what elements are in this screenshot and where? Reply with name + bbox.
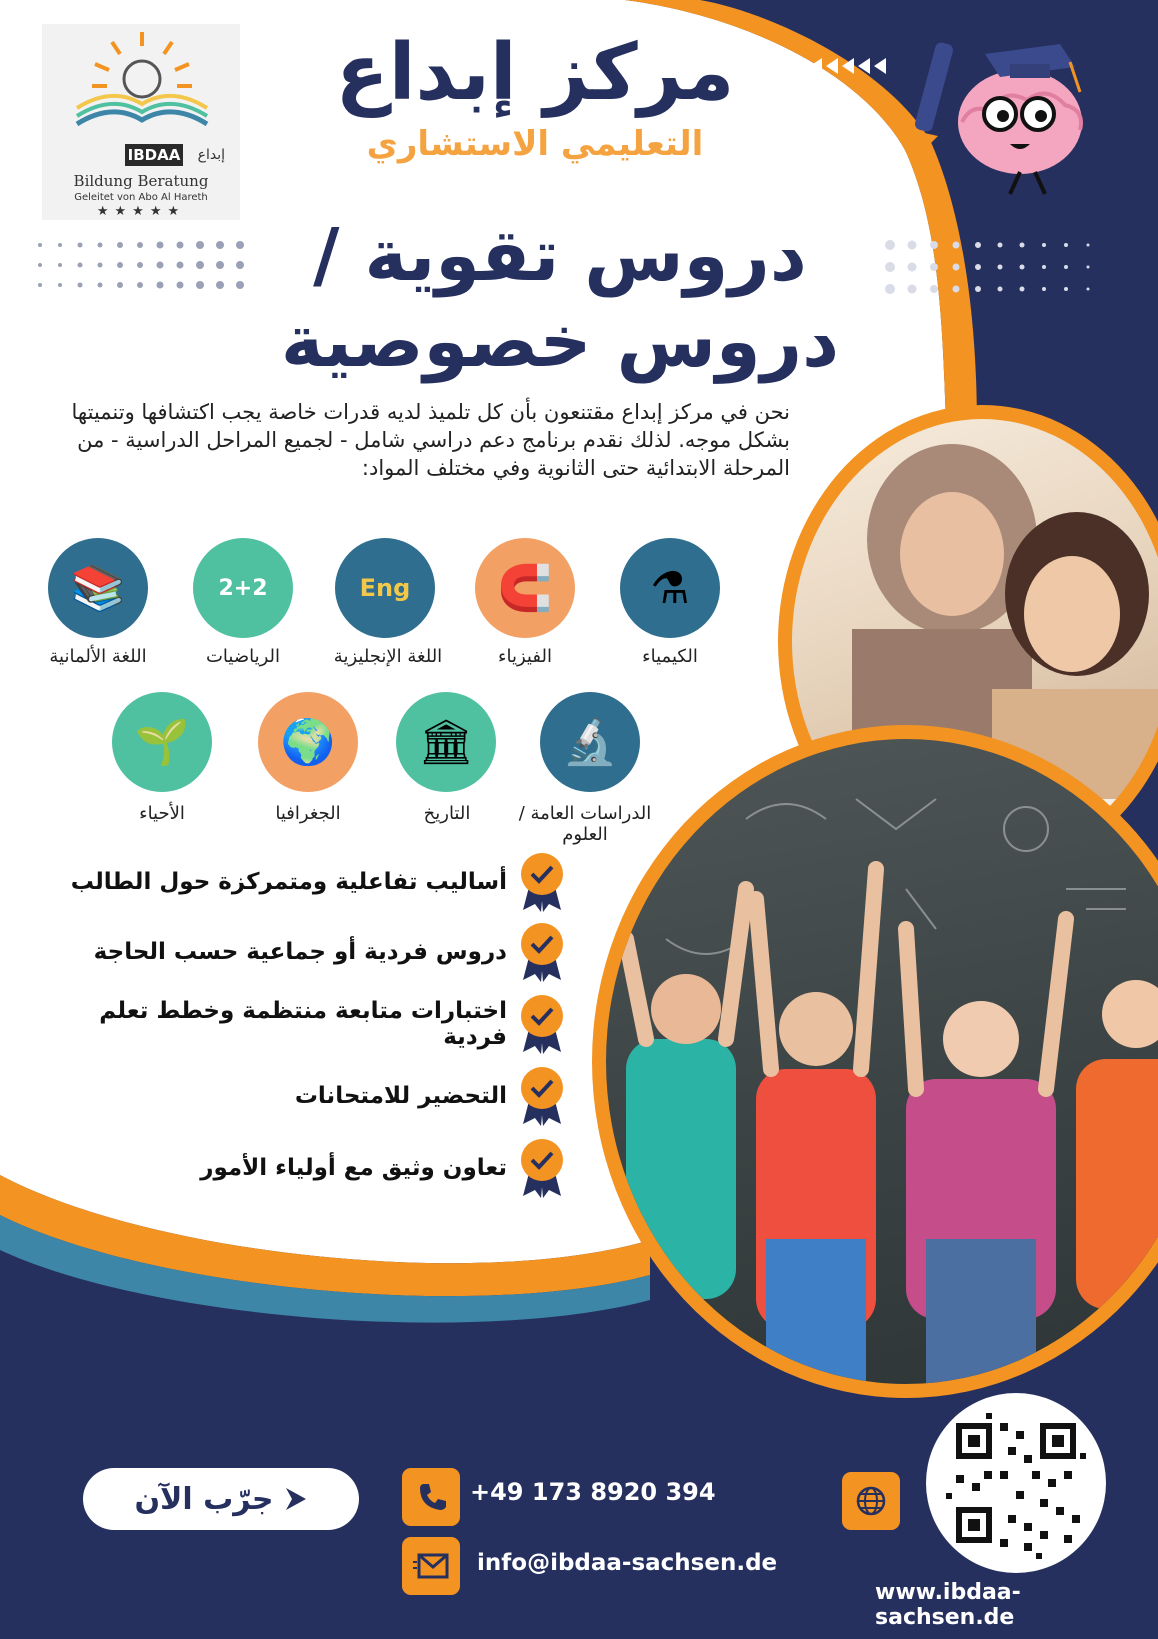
subject-math: الرياضيات xyxy=(205,646,281,667)
feature-item xyxy=(45,922,565,982)
lightbulb-book-logo-icon xyxy=(57,24,227,144)
qr-code-icon xyxy=(926,1393,1106,1573)
phone-number[interactable]: +49 173 8920 394 xyxy=(470,1478,716,1506)
globe-glyph xyxy=(855,1485,887,1517)
logo-stars: ★★★★★ xyxy=(96,204,186,219)
subject-history: التاريخ xyxy=(423,803,471,824)
globe-icon xyxy=(258,692,358,792)
qr-code[interactable] xyxy=(926,1393,1106,1573)
feature-text: اختبارات متابعة منتظمة وخطط تعلم فردية xyxy=(99,998,507,1050)
checkmark-badge-icon xyxy=(519,852,565,912)
headline-line2: دروس خصوصية xyxy=(280,299,840,383)
feature-text: دروس فردية أو جماعية حسب الحاجة xyxy=(93,939,507,965)
microscope-icon xyxy=(540,692,640,792)
brain-mascot-icon xyxy=(900,22,1130,197)
brand-subtitle: التعليمي الاستشاري xyxy=(366,124,704,164)
microscope-glyph: 🔬 xyxy=(562,717,618,768)
english-glyph: Eng xyxy=(359,574,411,602)
checkmark-badge-icon xyxy=(519,1138,565,1198)
logo-line2: Geleitet von Abo Al Hareth xyxy=(74,192,208,203)
website-url[interactable]: www.ibdaa-sachsen.de xyxy=(875,1580,1021,1630)
email-icon[interactable] xyxy=(402,1537,460,1595)
headline-line1: دروس تقوية / xyxy=(313,213,807,297)
checkmark-badge-icon xyxy=(519,994,565,1054)
subject-physics: الفيزياء xyxy=(498,646,552,667)
feature-text: تعاون وثيق مع أولياء الأمور xyxy=(200,1155,507,1181)
feature-item xyxy=(45,994,565,1054)
math-glyph: 2+2 xyxy=(218,575,268,601)
subject-biology: الأحياء xyxy=(139,803,185,824)
physics-glyph: 🧲 xyxy=(497,563,553,614)
history-glyph: 🏛 xyxy=(418,717,474,768)
logo-badge-latin: IBDAA xyxy=(125,144,183,166)
checkmark-badge-icon xyxy=(519,1066,565,1126)
brand-title: مركز إبداع xyxy=(335,28,735,118)
feature-text: التحضير للامتحانات xyxy=(294,1083,507,1109)
children-chalkboard-image xyxy=(606,739,1158,1384)
logo-badge-arabic: إبداع xyxy=(197,147,225,163)
globe-glyph: 🌍 xyxy=(280,717,336,768)
pyramids-history-icon xyxy=(396,692,496,792)
phone-glyph xyxy=(415,1481,447,1513)
dot-pattern-left xyxy=(38,241,244,289)
logo xyxy=(42,24,240,220)
intro-paragraph: نحن في مركز إبداع مقتنعون بأن كل تلميذ لديه قدرات خاصة يجب اكتشافها وتنميتها بشكل موجه. لذلك نقدم برنامج دعم دراسي شامل - لجميع المراحل الدراسية - من المرحلة الابتدائية حتى الثانوية وفي مختلف المواد: xyxy=(71,400,790,480)
feature-text: أساليب تفاعلية ومتمركزة حول الطالب xyxy=(70,869,507,895)
features-list xyxy=(45,852,565,1202)
chemistry-glyph: ⚗ xyxy=(650,562,690,614)
subject-german: اللغة الألمانية xyxy=(49,646,147,667)
subject-chemistry: الكيمياء xyxy=(642,646,698,667)
biology-glyph: 🌱 xyxy=(134,717,190,768)
feature-item xyxy=(45,852,565,912)
checkmark-badge-icon xyxy=(519,922,565,982)
plant-biology-icon xyxy=(112,692,212,792)
feature-item xyxy=(45,1066,565,1126)
phone-icon[interactable] xyxy=(402,1468,460,1526)
email-address[interactable]: info@ibdaa-sachsen.de xyxy=(477,1550,778,1576)
subject-geography: الجغرافيا xyxy=(275,803,341,824)
magnet-physics-icon xyxy=(475,538,575,638)
subject-english: اللغة الإنجليزية xyxy=(333,646,443,667)
feature-item xyxy=(45,1138,565,1198)
english-icon xyxy=(335,538,435,638)
chemistry-flask-icon xyxy=(620,538,720,638)
try-now-label: جرّب الآن xyxy=(134,1481,274,1517)
books-glyph: 📚 xyxy=(70,563,126,614)
logo-line1: Bildung Beratung xyxy=(73,172,209,190)
envelope-glyph xyxy=(413,1552,449,1580)
subject-general-studies: الدراسات العامة / العلوم xyxy=(518,803,652,845)
headline xyxy=(240,212,880,384)
logo-badge xyxy=(87,144,227,166)
math-chalkboard-icon xyxy=(193,538,293,638)
globe-web-icon[interactable] xyxy=(842,1472,900,1530)
books-icon xyxy=(48,538,148,638)
try-now-button[interactable] xyxy=(83,1468,359,1530)
play-arrow-icon xyxy=(284,1486,308,1512)
